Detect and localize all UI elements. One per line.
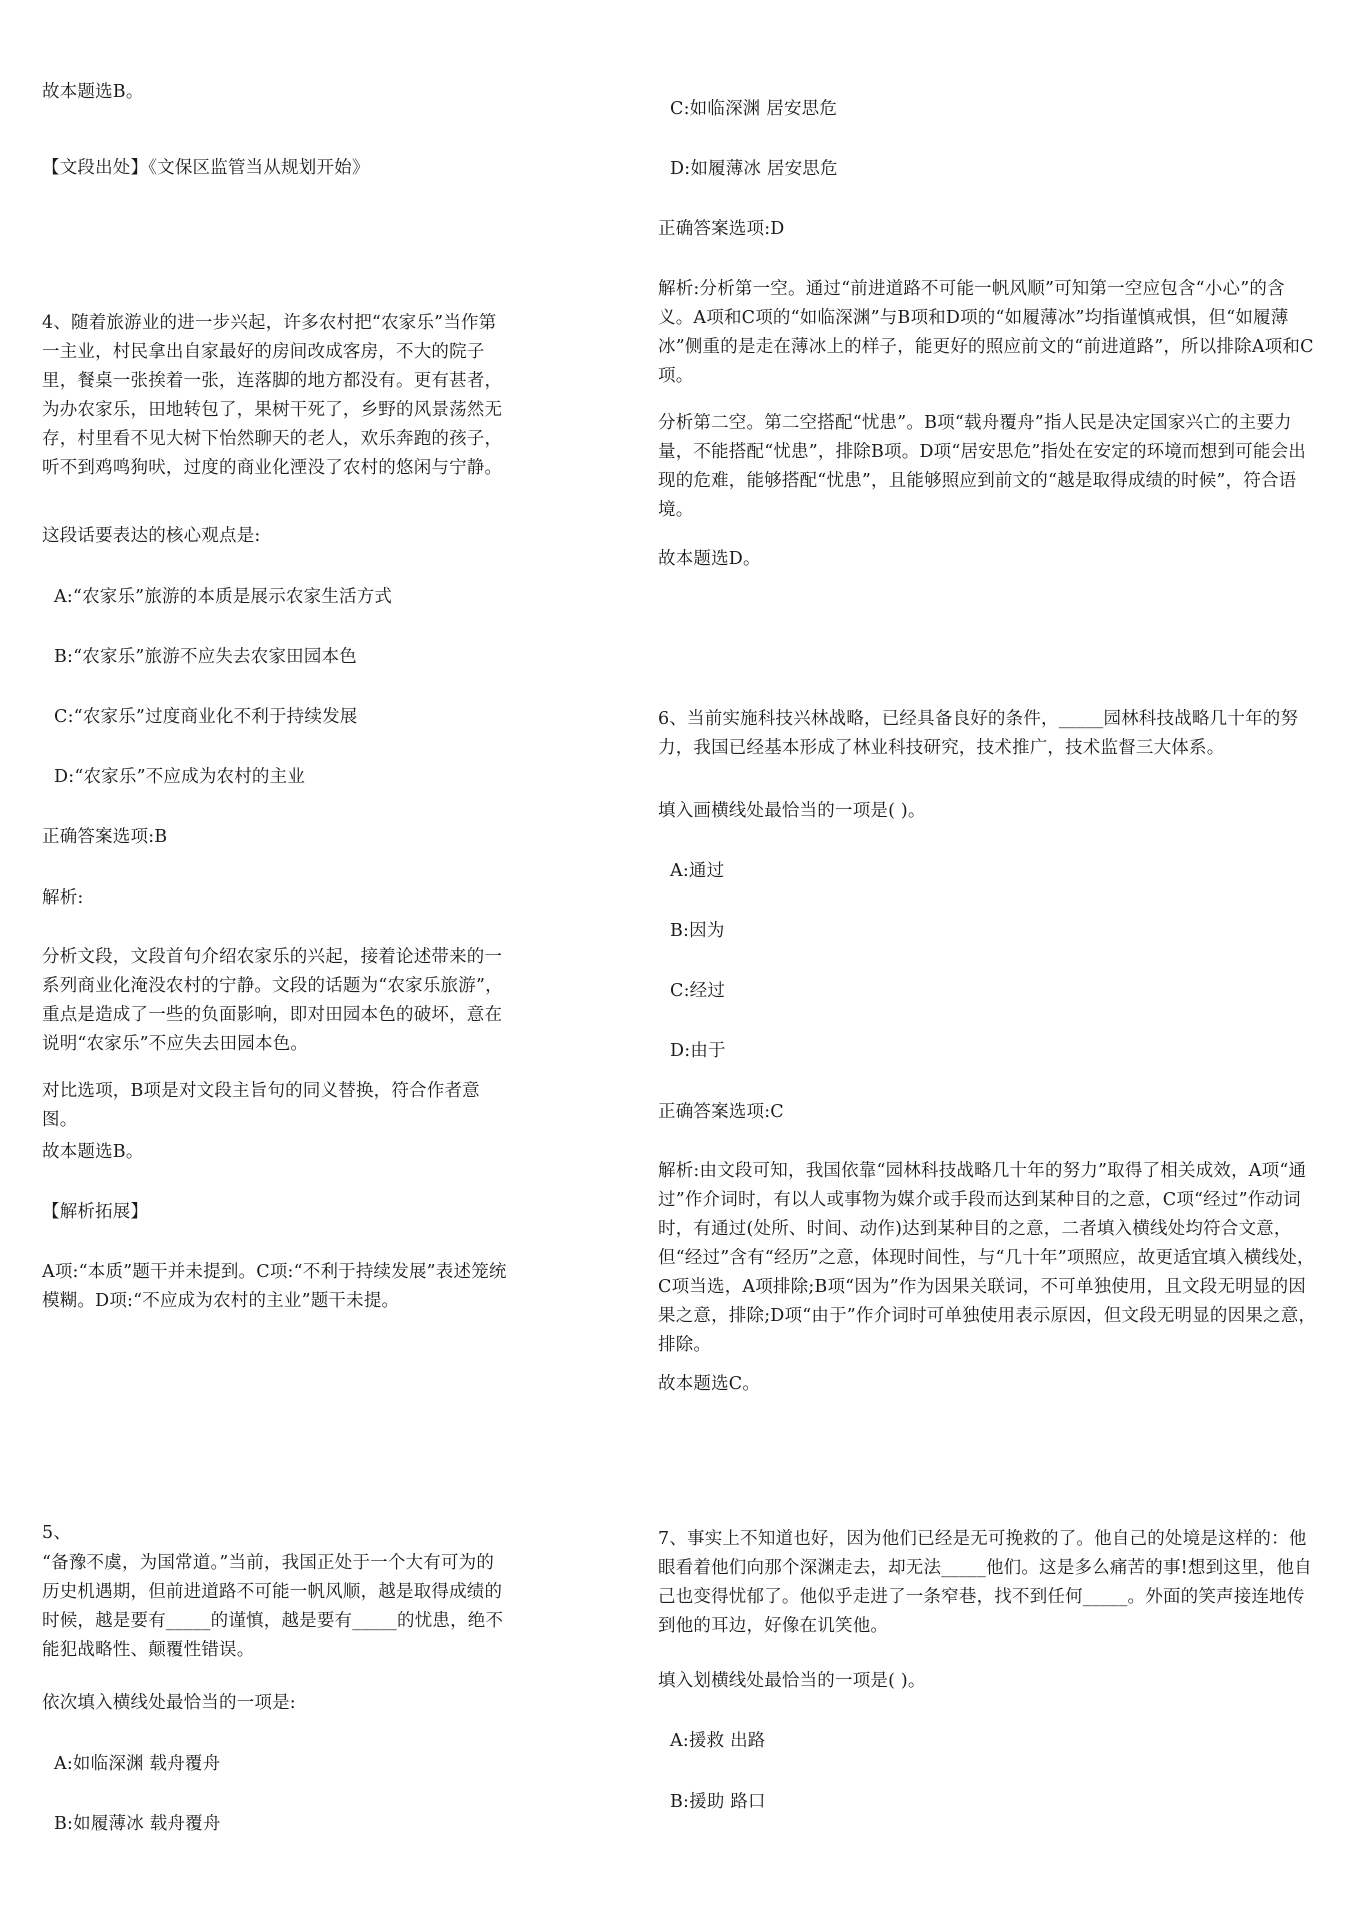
q7-option-a: A:援救 出路: [670, 1731, 766, 1751]
q6-option-c: C:经过: [670, 981, 726, 1001]
q5-analysis-2: 分析第二空。第二空搭配“忧患”。B项“载舟覆舟”指人民是决定国家兴亡的主要力量，不能搭配“忧患”，排除B项。D项“居安思危”指处在安定的环境而想到可能会出现的危难，能够搭配“忧患”，且能够照应到前文的“越是取得成绩的时候”，符合语境。: [658, 413, 1306, 520]
q4-option-c: C:“农家乐”过度商业化不利于持续发展: [54, 707, 358, 727]
q5-option-d: D:如履薄冰 居安思危: [670, 159, 838, 179]
q5-option-c: C:如临深渊 居安思危: [670, 99, 838, 119]
q4-question: 这段话要表达的核心观点是:: [42, 526, 261, 546]
q7-stem: 7、事实上不知道也好，因为他们已经是无可挽救的了。他自己的处境是这样的：他眼看着他们向那个深渊走去，却无法_____他们。这是多么痛苦的事!想到这里，他自己也变得忧郁了。他似乎走进了一条窄巷，找不到任何_____。外面的笑声接连地传到他的耳边，好像在讥笑他。: [658, 1529, 1312, 1636]
q4-conclusion: 故本题选B。: [42, 1142, 144, 1162]
q4-extension: A项:“本质”题干并未提到。C项:“不利于持续发展”表述笼统模糊。D项:“不应成为农村的主业”题干未提。: [42, 1262, 507, 1311]
q5-conclusion: 故本题选D。: [658, 549, 761, 569]
q6-answer: 正确答案选项:C: [658, 1102, 784, 1122]
q7-option-b: B:援助 路口: [670, 1792, 766, 1812]
q6-option-d: D:由于: [670, 1041, 726, 1061]
q3-conclusion: 故本题选B。: [42, 82, 144, 102]
q5-answer: 正确答案选项:D: [658, 219, 785, 239]
q5-option-a: A:如临深渊 载舟覆舟: [54, 1754, 221, 1774]
q6-conclusion: 故本题选C。: [658, 1374, 761, 1394]
q5-analysis-1: 解析:分析第一空。通过“前进道路不可能一帆风顺”可知第一空应包含“小心”的含义。A项和C项的“如临深渊”与B项和D项的“如履薄冰”均指谨慎戒惧，但“如履薄冰”侧重的是走在薄冰上的样子，能更好的照应前文的“前进道路”，所以排除A项和C项。: [658, 279, 1314, 386]
q4-option-d: D:“农家乐”不应成为农村的主业: [54, 767, 306, 787]
q5-option-b: B:如履薄冰 载舟覆舟: [54, 1814, 221, 1834]
q6-question: 填入画横线处最恰当的一项是( )。: [658, 801, 926, 821]
q5-number: 5、: [42, 1523, 72, 1543]
q6-analysis: 解析:由文段可知，我国依靠“园林科技战略几十年的努力”取得了相关成效，A项“通过”作介词时，有以人或事物为媒介或手段而达到某种目的之意，C项“经过”作动词时，有通过(处所、时间、动作)达到某种目的之意，二者填入横线处均符合文意，但“经过”含有“经历”之意，体现时间性，与“几十年”项照应，故更适宜填入横线处，C项当选，A项排除;B项“因为”作为因果关联词，不可单独使用，且文段无明显的因果之意，排除;D项“由于”作介词时可单独使用表示原因，但文段无明显的因果之意，排除。: [658, 1161, 1317, 1355]
q4-answer: 正确答案选项:B: [42, 827, 168, 847]
q4-extension-label: 【解析拓展】: [42, 1202, 149, 1222]
q6-option-b: B:因为: [670, 921, 725, 941]
q4-analysis-1: 分析文段，文段首句介绍农家乐的兴起，接着论述带来的一系列商业化淹没农村的宁静。文段的话题为“农家乐旅游”，重点是造成了一些的负面影响，即对田园本色的破坏，意在说明“农家乐”不应失去田园本色。: [42, 947, 503, 1054]
q6-stem: 6、当前实施科技兴林战略，已经具备良好的条件，_____园林科技战略几十年的努力，我国已经基本形成了林业科技研究，技术推广，技术监督三大体系。: [658, 709, 1299, 758]
q4-stem: 4、随着旅游业的进一步兴起，许多农村把“农家乐”当作第一主业，村民拿出自家最好的房间改成客房，不大的院子里，餐桌一张挨着一张，连落脚的地方都没有。更有甚者，为办农家乐，田地转包了，果树干死了，乡野的风景荡然无存，村里看不见大树下怡然聊天的老人，欢乐奔跑的孩子，听不到鸡鸣狗吠，过度的商业化湮没了农村的悠闲与宁静。: [42, 313, 503, 478]
q7-question: 填入划横线处最恰当的一项是( )。: [658, 1671, 926, 1691]
q5-stem: “备豫不虞，为国常道。”当前，我国正处于一个大有可为的历史机遇期，但前进道路不可能一帆风顺，越是取得成绩的时候，越是要有_____的谨慎，越是要有_____的忧患，绝不能犯战略性、颠覆性错误。: [42, 1553, 504, 1660]
q5-question: 依次填入横线处最恰当的一项是:: [42, 1693, 296, 1713]
q6-option-a: A:通过: [670, 861, 725, 881]
q4-option-b: B:“农家乐”旅游不应失去农家田园本色: [54, 647, 357, 667]
q3-source: 【文段出处】《文保区监管当从规划开始》: [42, 158, 370, 178]
q4-analysis-2: 对比选项，B项是对文段主旨句的同义替换，符合作者意图。: [42, 1081, 480, 1130]
q4-option-a: A:“农家乐”旅游的本质是展示农家生活方式: [54, 587, 393, 607]
q4-analysis-label: 解析:: [42, 888, 84, 908]
